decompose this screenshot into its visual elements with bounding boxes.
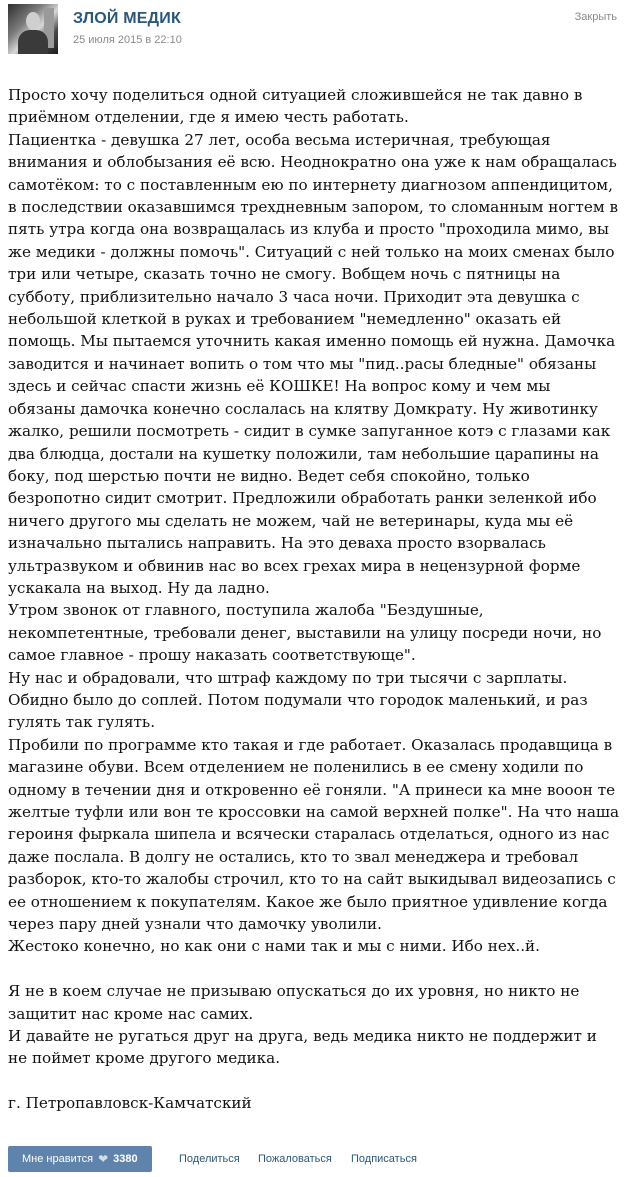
paragraph-spacer xyxy=(8,958,620,980)
subscribe-link[interactable]: Подписаться xyxy=(351,1153,417,1165)
post-text xyxy=(8,84,620,1115)
report-link[interactable]: Пожаловаться xyxy=(258,1153,332,1165)
group-title[interactable]: ЗЛОЙ МЕДИК xyxy=(73,10,181,27)
close-button[interactable]: Закрыть xyxy=(574,11,617,23)
avatar-detail xyxy=(26,12,40,30)
avatar[interactable] xyxy=(8,4,58,54)
post-date[interactable]: 25 июля 2015 в 22:10 xyxy=(73,34,182,46)
like-button[interactable] xyxy=(8,1146,152,1172)
post-paragraph: Жестоко конечно, но как они с нами так и мы с ними. Ибо нех..й. xyxy=(8,937,540,956)
paragraph-spacer xyxy=(8,1070,620,1092)
post-paragraph: Утром звонок от главного, поступила жалоба "Бездушные, некомпетентные, требовали денег, выставили на улицу посреди ночи, но самое главное - прошу наказать соответствующе". xyxy=(8,601,602,665)
share-link[interactable]: Поделиться xyxy=(179,1153,240,1165)
post-paragraph: И давайте не ругаться друг на друга, ведь медика никто не поддержит и не поймет кроме другого медика. xyxy=(8,1027,597,1068)
post-paragraph: Пациентка - девушка 27 лет, особа весьма истеричная, требующая внимания и облобызания её всю. Неоднократно она уже к нам обращалась самотёком: то с поставленным ею по интернету диагнозом аппендицитом, в последствии оказавшимся трехдневным запором, то сломанным ногтем в пять утра когда она возвращалась из клуба и просто "проходила мимо, вы же медики - должны помочь". Ситуаций с ней только на моих сменах было три или четыре, сказать точно не смогу. Вобщем ночь с пятницы на субботу, приблизительно начало 3 часа ночи. Приходит эта девушка с небольшой клеткой в руках и требованием "немедленно" оказать ей помощь. Мы пытаемся уточнить какая именно помощь ей нужна. Дамочка заводится и начинает вопить о том что мы "пид..расы бледные" обязаны здесь и сейчас спасти жизнь её КОШКЕ! На вопрос кому и чем мы обязаны дамочка конечно сослалась на клятву Домкрату. Ну животинку жалко, решили посмотреть - сидит в сумке запуганное котэ с глазами как два блюдца, достали на кушетку положили, там небольшие царапины на боку, под шерстью почти не видно. Ведет себя спокойно, только безропотно сидит смотрит. Предложили обработать ранки зеленкой ибо ничего другого мы сделать не можем, чай не ветеринары, куда мы её изначально пытались направить. На это деваха просто взорвалась ультразвуком и обвинив нас во всех грехах мира в нецензурной форме ускакала на выход. Ну да ладно. xyxy=(8,130,619,597)
post-paragraph: Ну нас и обрадовали, что штраф каждому по три тысячи с зарплаты. Обидно было до соплей. Потом подумали что городок маленький, и раз гулять так гулять. xyxy=(8,668,588,732)
avatar-detail xyxy=(18,30,48,54)
post-header xyxy=(0,0,627,62)
post-paragraph: Я не в коем случае не призываю опускаться до их уровня, но никто не защитит нас кроме нас самих. xyxy=(8,982,580,1023)
like-count: 3380 xyxy=(113,1153,138,1165)
post-paragraph: Просто хочу поделиться одной ситуацией сложившейся не так давно в приёмном отделении, где я имею честь работать. xyxy=(8,86,583,127)
post-actions xyxy=(8,1146,620,1172)
like-label: Мне нравится xyxy=(22,1153,94,1165)
heart-icon: ❤ xyxy=(98,1152,109,1166)
post-paragraph: Пробили по программе кто такая и где работает. Оказалась продавщица в магазине обуви. Всем отделением не поленились в ее смену ходили по одному в течении дня и откровенно её гоняли. "А принеси ка мне вооон те желтые туфли или вон те кроссовки на самой верхней полке". На что наша героиня фыркала шипела и всячески старалась отделаться, одного из нас даже послала. В долгу не остались, кто то звал менеджера и требовал разборок, кто-то жалобы строчил, кто то на сайт выкидывал видеозапись с ее отношением к покупателям. Какое же было приятное удивление когда через пару дней узнали что дамочку уволили. xyxy=(8,735,620,934)
post-location: г. Петропавловск-Камчатский xyxy=(8,1094,252,1113)
